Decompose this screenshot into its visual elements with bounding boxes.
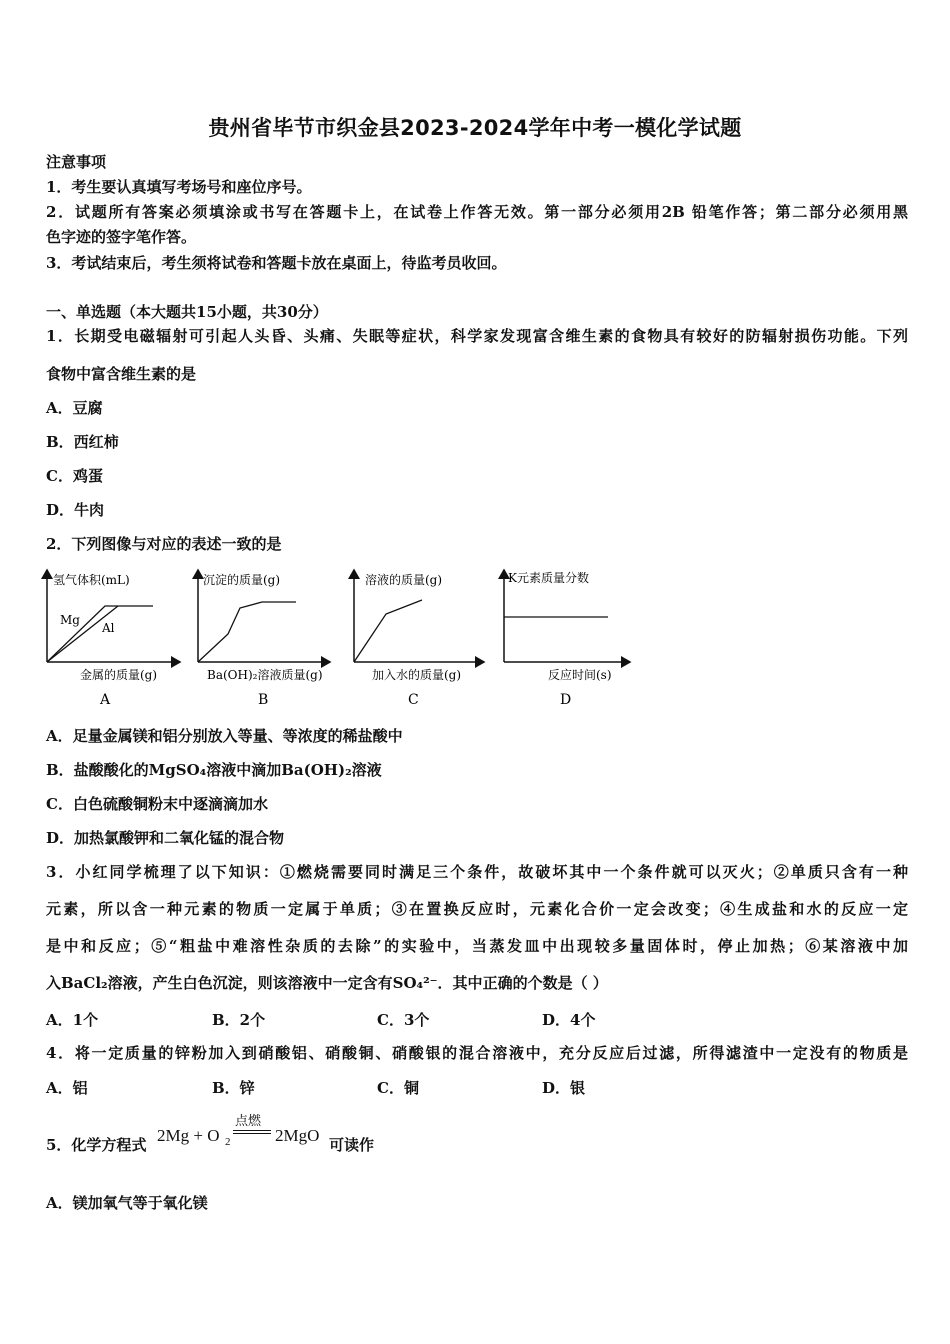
section-heading: 一、单选题（本大题共15小题，共30分） xyxy=(46,303,328,321)
graph-d xyxy=(504,570,630,708)
graph-d-ylabel: K元素质量分数 xyxy=(508,571,589,585)
q4-option-c: C．铜 xyxy=(377,1079,419,1097)
graph-d-xlabel: 反应时间(s) xyxy=(548,668,612,682)
graph-b xyxy=(198,570,330,708)
q2-option-a: A．足量金属镁和铝分别放入等量、等浓度的稀盐酸中 xyxy=(46,727,403,745)
q5-equation xyxy=(155,1112,335,1158)
q2-graphs xyxy=(0,562,660,712)
notice-item: 1．考生要认真填写考场号和座位序号。 xyxy=(46,178,312,196)
graph-c-xlabel: 加入水的质量(g) xyxy=(372,668,462,682)
q3-option-c: C．3个 xyxy=(377,1011,430,1029)
graph-b-ylabel: 沉淀的质量(g) xyxy=(203,573,281,587)
graph-d-letter: D xyxy=(560,692,572,708)
notice-heading: 注意事项 xyxy=(46,153,107,171)
q3-option-a: A．1个 xyxy=(46,1011,99,1029)
equation-subscript: 2 xyxy=(225,1136,231,1148)
page-title: 贵州省毕节市织金县2023-2024学年中考一模化学试题 xyxy=(208,116,742,140)
q3-stem-line: 元素，所以含一种元素的物质一定属于单质；③在置换反应时，元素化合价一定会改变；④生成盐和水的反应一定 xyxy=(46,900,908,918)
q4-stem: 4．将一定质量的锌粉加入到硝酸铝、硝酸铜、硝酸银的混合溶液中，充分反应后过滤，所得滤渣中一定没有的物质是 xyxy=(46,1044,908,1062)
equation-condition: 点燃 xyxy=(235,1114,262,1129)
notice-item: 3．考试结束后，考生须将试卷和答题卡放在桌面上，待监考员收回。 xyxy=(46,254,507,272)
graph-a-ylabel: 氢气体积(mL) xyxy=(53,573,130,587)
q5-prefix: 5．化学方程式 xyxy=(46,1136,147,1154)
q1-option-c: C．鸡蛋 xyxy=(46,467,103,485)
q4-option-b: B．锌 xyxy=(212,1079,255,1097)
q1-option-a: A．豆腐 xyxy=(46,399,103,417)
equation-right: 2MgO xyxy=(275,1126,320,1145)
q5-option-a: A．镁加氧气等于氧化镁 xyxy=(46,1194,208,1212)
graph-a-al-label: Al xyxy=(102,621,115,635)
q4-option-d: D．银 xyxy=(542,1079,586,1097)
q1-stem-line: 食物中富含维生素的是 xyxy=(46,365,197,383)
graph-c-ylabel: 溶液的质量(g) xyxy=(365,573,443,587)
q2-option-c: C．白色硫酸铜粉末中逐滴滴加水 xyxy=(46,795,268,813)
q3-option-d: D．4个 xyxy=(542,1011,596,1029)
q5-suffix: 可读作 xyxy=(329,1136,375,1154)
equation-equals-sign xyxy=(233,1130,271,1134)
q1-option-d: D．牛肉 xyxy=(46,501,105,519)
q3-stem-line: 3．小红同学梳理了以下知识：①燃烧需要同时满足三个条件，故破坏其中一个条件就可以灭火；②单质只含有一种 xyxy=(46,863,908,881)
q1-stem-line: 1．长期受电磁辐射可引起人头昏、头痛、失眠等症状，科学家发现富含维生素的食物具有较好的防辐射损伤功能。下列 xyxy=(46,327,908,345)
q4-option-a: A．铝 xyxy=(46,1079,88,1097)
q3-stem-line: 是中和反应；⑤“粗盐中难溶性杂质的去除”的实验中，当蒸发皿中出现较多量固体时，停止加热；⑥某溶液中加 xyxy=(46,937,908,955)
graph-b-curve xyxy=(198,602,296,662)
q1-option-b: B．西红柿 xyxy=(46,433,119,451)
q2-option-d: D．加热氯酸钾和二氧化锰的混合物 xyxy=(46,829,285,847)
notice-item: 2．试题所有答案必须填涂或书写在答题卡上，在试卷上作答无效。第一部分必须用2B 铅笔作答；第二部分必须用黑 xyxy=(46,203,908,221)
graph-c-letter: C xyxy=(408,692,419,708)
q3-option-b: B．2个 xyxy=(212,1011,266,1029)
equation-left: 2Mg + O xyxy=(157,1126,220,1145)
q3-stem-line: 入BaCl₂溶液，产生白色沉淀，则该溶液中一定含有SO₄²⁻．其中正确的个数是（ ） xyxy=(46,974,608,992)
graph-c-curve xyxy=(354,600,422,662)
graph-a xyxy=(47,570,180,708)
graph-c xyxy=(354,570,484,708)
graph-a-letter: A xyxy=(100,692,111,708)
notice-item: 色字迹的签字笔作答。 xyxy=(46,228,197,246)
graph-b-letter: B xyxy=(258,692,269,708)
q2-option-b: B．盐酸酸化的MgSO₄溶液中滴加Ba(OH)₂溶液 xyxy=(46,761,382,779)
graph-a-xlabel: 金属的质量(g) xyxy=(80,668,158,682)
graph-b-xlabel: Ba(OH)₂溶液质量(g) xyxy=(207,668,323,682)
q2-stem: 2．下列图像与对应的表述一致的是 xyxy=(46,535,282,553)
graph-a-mg-label: Mg xyxy=(60,613,80,627)
